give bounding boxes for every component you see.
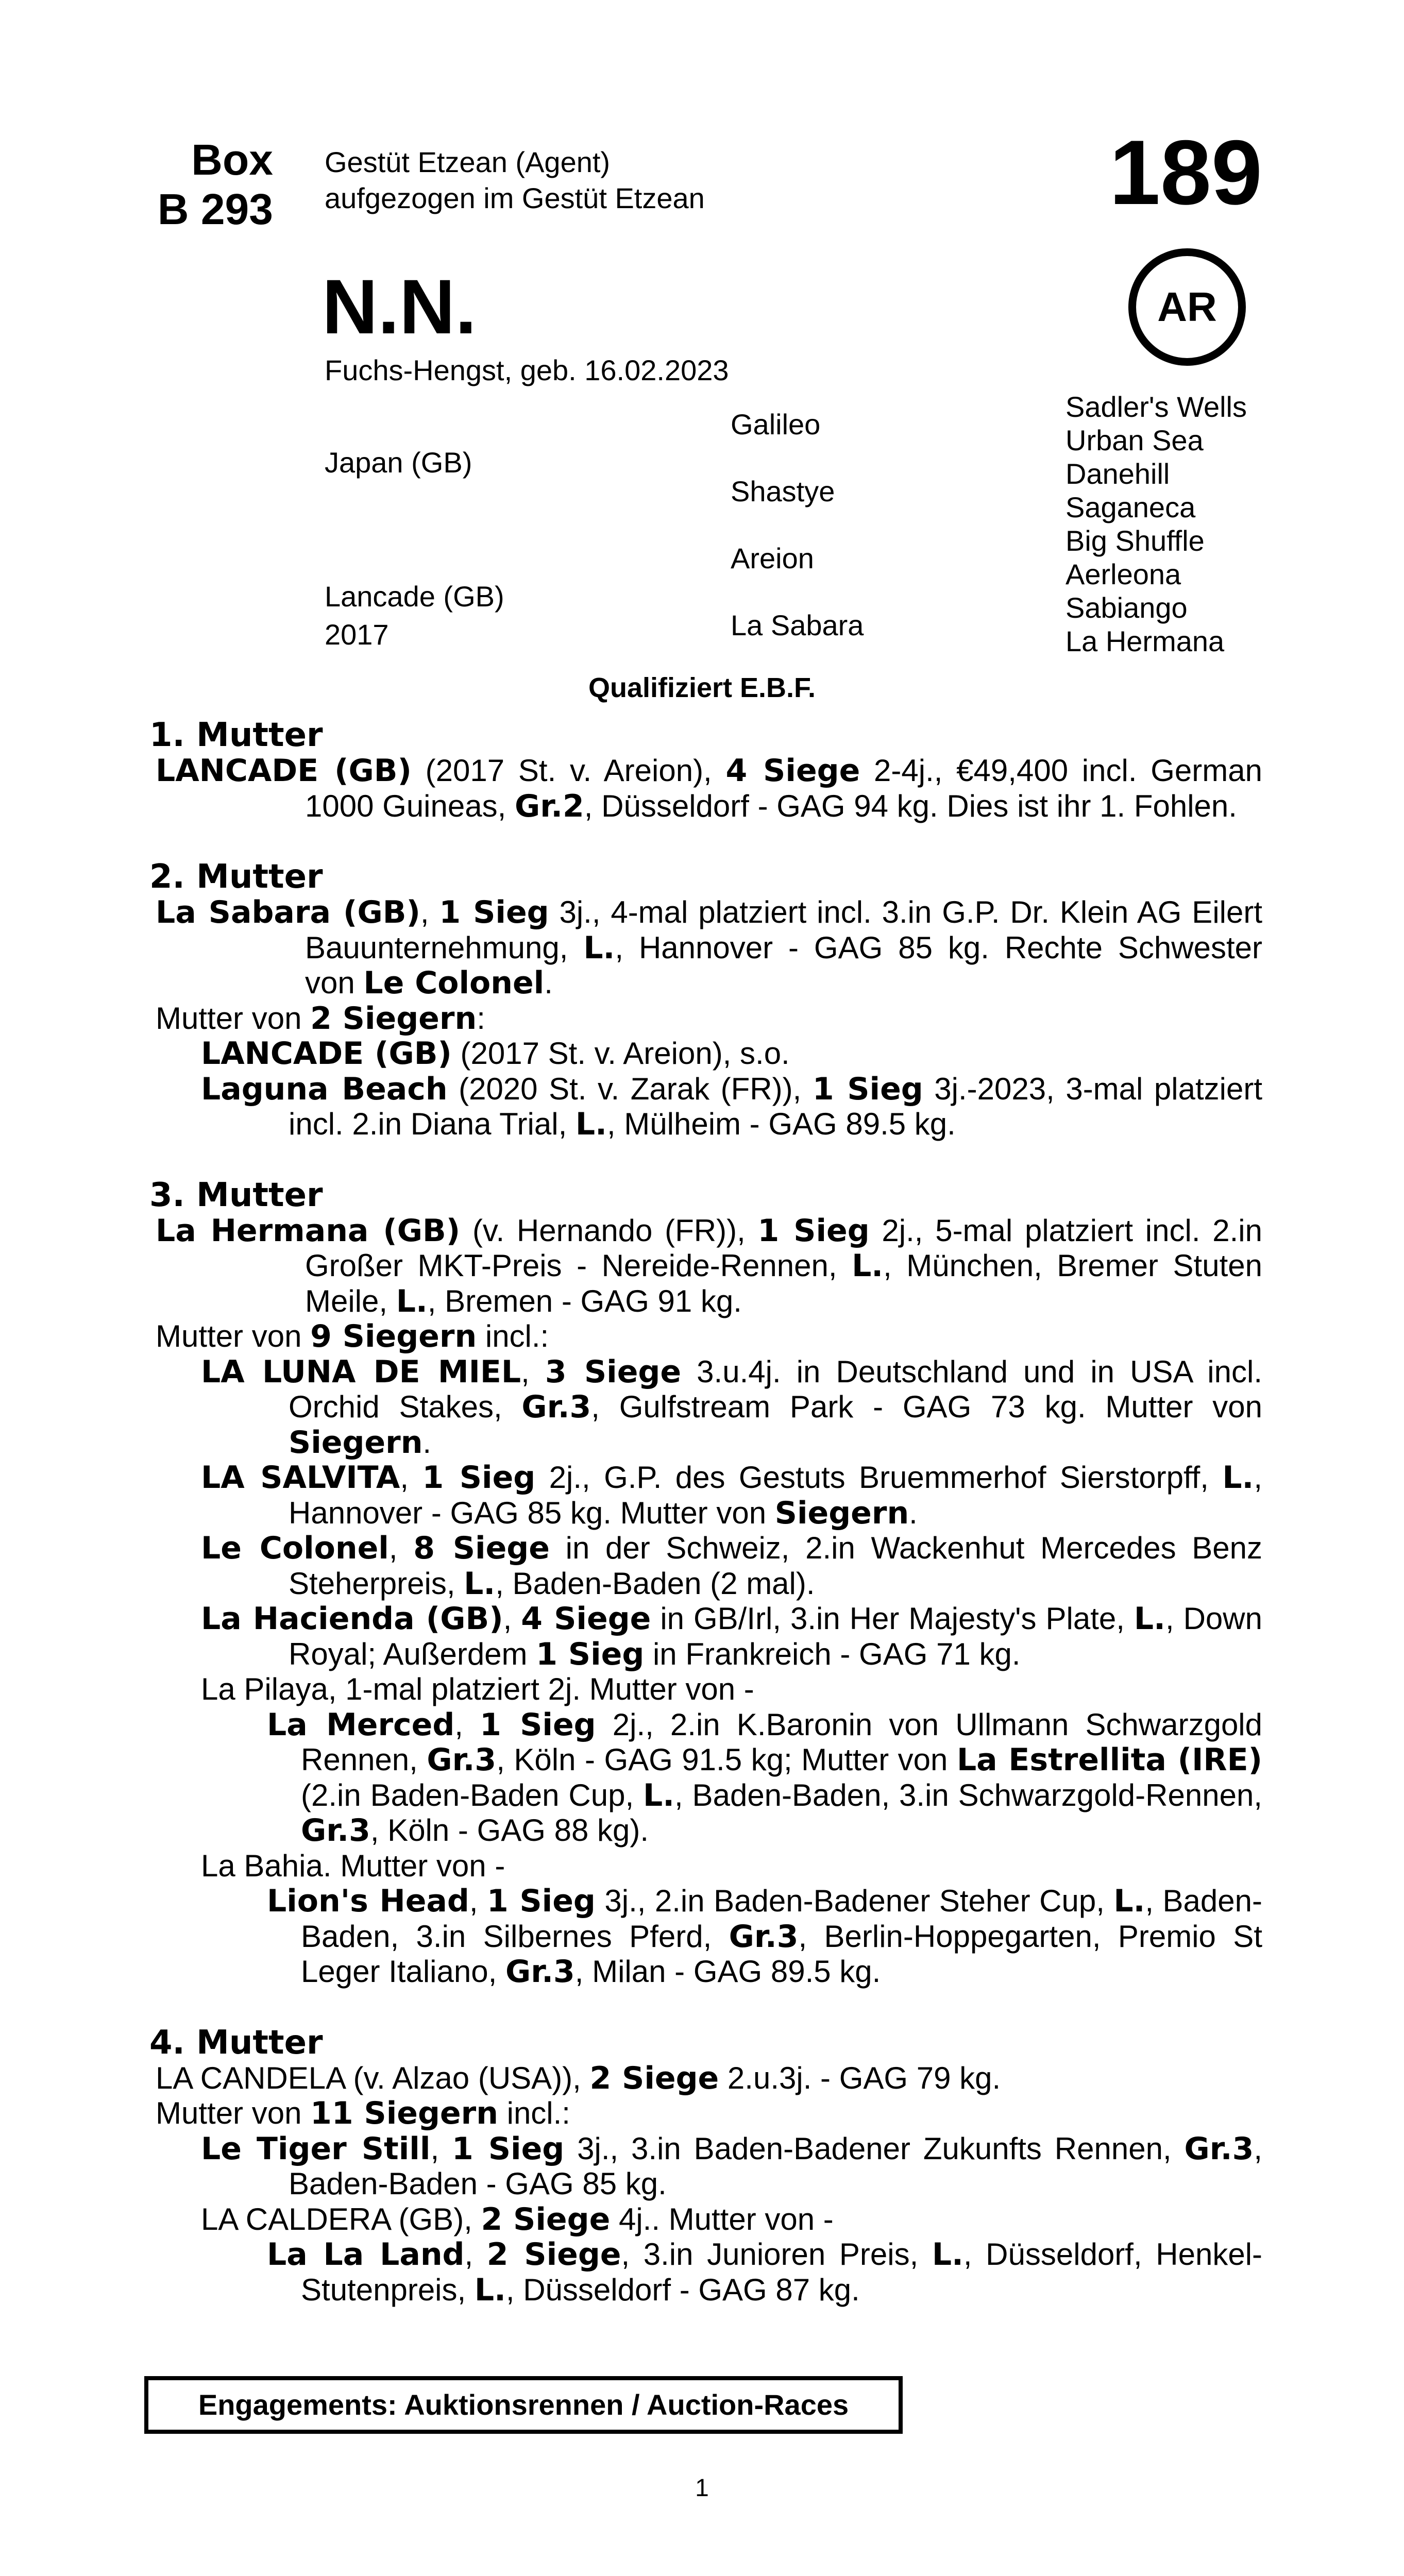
pedigree-grandparent: Shastye	[731, 475, 835, 507]
dam-of-line: Mutter von 9 Siegern incl.:	[156, 1318, 549, 1354]
bold-run: 1 Sieg	[439, 894, 549, 930]
bold-run: Gr.3	[521, 1389, 591, 1425]
dam-entry: La Hermana (GB) (v. Hernando (FR)), 1 Sieg 2j., 5-mal platziert incl. 2.in Großer MKT-Preis - Nereide-Rennen, L., München, Bremer Stuten Meile, L., Bremen - GAG 91 kg.	[156, 1212, 1262, 1319]
bold-run: 2 Siegern	[310, 1000, 477, 1037]
bold-run: L.	[643, 1777, 675, 1814]
spacer	[149, 1142, 1262, 1177]
dam-of-line: Mutter von 11 Siegern incl.:	[156, 2095, 570, 2131]
bold-run: LA LUNA DE MIEL	[201, 1353, 521, 1390]
qualification-note: Qualifiziert E.B.F.	[588, 672, 816, 703]
bold-run: L.	[396, 1283, 428, 1319]
bold-run: 1 Sieg	[451, 2130, 565, 2167]
bold-run: L.	[583, 929, 615, 966]
bold-run: Gr.3	[729, 1918, 799, 1955]
offspring-entry: Le Colonel, 8 Siege in der Schweiz, 2.in Wackenhut Mercedes Benz Steherpreis, L., Baden-Baden (2 mal).	[201, 1530, 1262, 1602]
section-heading: 4. Mutter	[149, 2023, 323, 2062]
bold-run: L.	[1222, 1460, 1254, 1496]
offspring-entry: LA SALVITA, 1 Sieg 2j., G.P. des Gestuts Bruemmerhof Sierstorpff, L., Hannover - GAG 85 kg. Mutter von Siegern.	[201, 1460, 1263, 1531]
bold-run: 11 Siegern	[310, 2095, 498, 2131]
dam-line	[149, 717, 1262, 2308]
box-number: B 293	[157, 185, 273, 233]
offspring-entry: LA LUNA DE MIEL, 3 Siege 3.u.4j. in Deutschland und in USA incl. Orchid Stakes, Gr.3, Gulfstream Park - GAG 73 kg. Mutter von Siegern.	[201, 1353, 1263, 1461]
bold-run: La Estrellita (IRE)	[956, 1742, 1262, 1778]
bold-run: 1 Sieg	[422, 1460, 536, 1496]
pedigree-grandparent: La Sabara	[731, 609, 864, 641]
ar-badge: AR	[1128, 248, 1246, 366]
bold-run: 2 Siege	[481, 2201, 611, 2238]
offspring-entry: La Bahia. Mutter von -	[201, 1848, 505, 1883]
dam-entry: LA CANDELA (v. Alzao (USA)), 2 Siege 2.u.3j. - GAG 79 kg.	[156, 2060, 1001, 2096]
pedigree-great-grandparent: Urban Sea	[1065, 424, 1204, 456]
bold-run: La Hacienda (GB)	[201, 1601, 503, 1637]
pedigree-great-grandparent: Saganeca	[1065, 491, 1196, 523]
bold-run: Le Colonel	[201, 1530, 389, 1566]
raised-at: aufgezogen im Gestüt Etzean	[325, 182, 705, 214]
section-heading: 1. Mutter	[149, 716, 323, 754]
pedigree-great-grandparent: Sabiango	[1065, 591, 1188, 624]
pedigree-sire: Japan (GB)	[325, 446, 472, 479]
section-heading: 2. Mutter	[149, 858, 323, 896]
bold-run: L.	[852, 1248, 884, 1284]
bold-run: La Merced	[267, 1706, 455, 1743]
page-number: 1	[695, 2475, 709, 2502]
bold-run: L.	[932, 2236, 963, 2273]
engagements-box: Engagements: Auktionsrennen / Auction-Races	[144, 2376, 903, 2434]
box-code	[139, 135, 273, 234]
bold-run: Gr.3	[1184, 2130, 1254, 2167]
grand-offspring-entry: La Merced, 1 Sieg 2j., 2.in K.Baronin von Ullmann Schwarzgold Rennen, Gr.3, Köln - GAG 91.5 kg; Mutter von La Estrellita (IRE) (2.in Baden-Baden Cup, L., Baden-Baden, 3.in Schwarzgold-Rennen, Gr.3, Köln - GAG 88 kg).	[267, 1706, 1263, 1849]
pedigree-great-grandparent: Big Shuffle	[1065, 524, 1205, 557]
bold-run: Gr.2	[514, 788, 584, 824]
bold-run: 4 Siege	[521, 1601, 651, 1637]
bold-run: Gr.3	[301, 1812, 370, 1849]
pedigree-great-grandparent: Danehill	[1065, 457, 1170, 490]
bold-run: LA SALVITA	[201, 1460, 400, 1496]
bold-run: La Hermana (GB)	[156, 1212, 461, 1249]
dam-of-line: Mutter von 2 Siegern:	[156, 1000, 485, 1037]
bold-run: 1 Sieg	[487, 1883, 596, 1919]
offspring-entry: La Hacienda (GB), 4 Siege in GB/Irl, 3.in Her Majesty's Plate, L., Down Royal; Außerdem 1 Sieg in Frankreich - GAG 71 kg.	[201, 1601, 1262, 1672]
pedigree-dam-year: 2017	[325, 618, 389, 651]
offspring-entry: Laguna Beach (2020 St. v. Zarak (FR)), 1 Sieg 3j.-2023, 3-mal platziert incl. 2.in Diana Trial, L., Mülheim - GAG 89.5 kg.	[201, 1071, 1262, 1142]
bold-run: Le Colonel	[363, 965, 545, 1001]
bold-run: Gr.3	[505, 1954, 575, 1990]
offspring-entry: LANCADE (GB) (2017 St. v. Areion), s.o.	[201, 1036, 790, 1072]
dam-entry: La Sabara (GB), 1 Sieg 3j., 4-mal platziert incl. 3.in G.P. Dr. Klein AG Eilert Bauunternehmung, L., Hannover - GAG 85 kg. Rechte Schwester von Le Colonel.	[156, 894, 1263, 1001]
pedigree-dam: Lancade (GB)	[325, 580, 504, 613]
dam-entry: LANCADE (GB) (2017 St. v. Areion), 4 Siege 2-4j., €49,400 incl. German 1000 Guineas, Gr.2, Düsseldorf - GAG 94 kg. Dies ist ihr 1. Fohlen.	[156, 753, 1262, 824]
grand-offspring-entry: La La Land, 2 Siege, 3.in Junioren Preis, L., Düsseldorf, Henkel-Stutenpreis, L., Düsseldorf - GAG 87 kg.	[267, 2236, 1263, 2308]
horse-name: N.N.	[322, 263, 477, 350]
bold-run: 1 Sieg	[757, 1212, 870, 1249]
bold-run: 8 Siege	[413, 1530, 550, 1566]
bold-run: 2 Siege	[486, 2236, 621, 2273]
bold-run: 3 Siege	[545, 1353, 682, 1390]
bold-run: Siegern	[774, 1495, 909, 1531]
lot-number: 189	[1109, 121, 1262, 224]
bold-run: L.	[464, 1565, 496, 1602]
bold-run: Le Tiger Still	[201, 2130, 431, 2167]
bold-run: 1 Sieg	[536, 1636, 645, 1672]
bold-run: 1 Sieg	[812, 1071, 923, 1107]
bold-run: Gr.3	[427, 1742, 497, 1778]
bold-run: L.	[474, 2272, 506, 2308]
offspring-entry: Le Tiger Still, 1 Sieg 3j., 3.in Baden-Badener Zukunfts Rennen, Gr.3, Baden-Baden - GAG 85 kg.	[201, 2130, 1263, 2201]
bold-run: LANCADE (GB)	[156, 753, 412, 789]
spacer	[149, 1990, 1262, 2025]
bold-run: 1 Sieg	[480, 1706, 596, 1743]
bold-run: 2 Siege	[589, 2060, 719, 2096]
bold-run: 4 Siege	[725, 753, 860, 789]
grand-offspring-entry: Lion's Head, 1 Sieg 3j., 2.in Baden-Badener Steher Cup, L., Baden-Baden, 3.in Silbernes Pferd, Gr.3, Berlin-Hoppegarten, Premio St Leger Italiano, Gr.3, Milan - GAG 89.5 kg.	[267, 1883, 1263, 1990]
pedigree-great-grandparent: Sadler's Wells	[1065, 391, 1247, 423]
bold-run: LANCADE (GB)	[201, 1036, 452, 1072]
consignor: Gestüt Etzean (Agent)	[325, 146, 611, 178]
bold-run: Laguna Beach	[201, 1071, 448, 1107]
section-heading: 3. Mutter	[149, 1176, 323, 1214]
bold-run: L.	[575, 1106, 607, 1142]
bold-run: Siegern	[289, 1424, 423, 1461]
bold-run: La La Land	[267, 2236, 465, 2273]
bold-run: 9 Siegern	[310, 1318, 477, 1354]
box-label: Box	[191, 135, 273, 184]
pedigree-great-grandparent: Aerleona	[1065, 558, 1181, 590]
pedigree-grandparent: Galileo	[731, 408, 821, 440]
horse-description: Fuchs-Hengst, geb. 16.02.2023	[325, 354, 729, 386]
breeder-info	[325, 144, 705, 216]
bold-run: La Sabara (GB)	[156, 894, 420, 930]
pedigree-grandparent: Areion	[731, 542, 814, 574]
bold-run: L.	[1113, 1883, 1145, 1919]
bold-run: Lion's Head	[267, 1883, 469, 1919]
offspring-entry: LA CALDERA (GB), 2 Siege 4j.. Mutter von -	[201, 2201, 834, 2238]
offspring-entry: La Pilaya, 1-mal platziert 2j. Mutter von -	[201, 1672, 754, 1706]
spacer	[149, 824, 1262, 859]
pedigree-great-grandparent: La Hermana	[1065, 625, 1225, 657]
bold-run: L.	[1134, 1601, 1165, 1637]
